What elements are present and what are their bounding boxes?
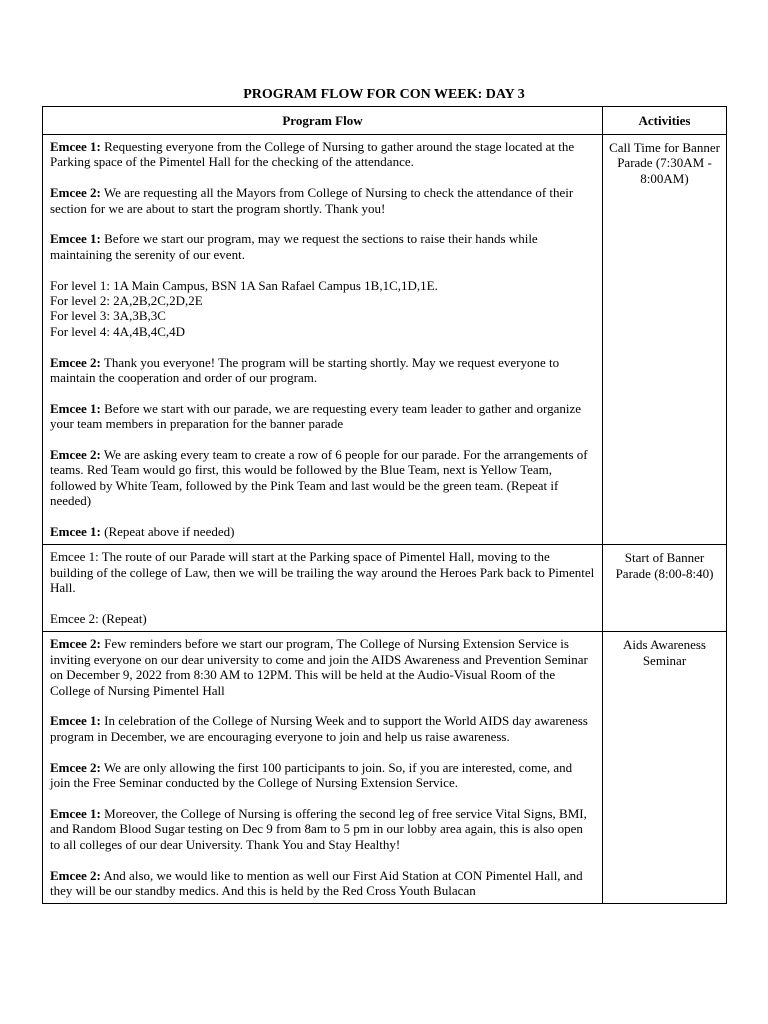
script-paragraph (50, 139, 595, 170)
speaker-label: Emcee 1: (50, 400, 101, 416)
script-text: Thank you everyone! The program will be starting shortly. May we request everyone to maintain the cooperation and order of our program. (50, 354, 560, 386)
table-header-row (43, 107, 727, 135)
script-text: Before we start with our parade, we are requesting every team leader to gather and organize your team members in preparation for the banner parade (50, 400, 582, 432)
script-paragraph (50, 636, 595, 698)
program-flow-cell (43, 632, 603, 904)
program-flow-cell (43, 135, 603, 545)
speaker-label: Emcee 1: (50, 524, 101, 540)
script-text: Emcee 2: (Repeat) (50, 611, 147, 627)
speaker-label: Emcee 2: (50, 354, 101, 370)
script-paragraph (50, 447, 595, 509)
script-text: Few reminders before we start our program, The College of Nursing Extension Service is inviting everyone on our dear university to come and join the AIDS Awareness and Prevention Seminar on December 9, 2022 from 8:30 AM to 12PM. This will be held at the Audio-Visual Room of the College of Nursing Pimentel Hall (50, 636, 588, 698)
speaker-label: Emcee 1: (50, 713, 101, 729)
speaker-label: Emcee 2: (50, 185, 101, 201)
program-flow-cell (43, 545, 603, 632)
script-paragraph (50, 185, 595, 216)
level-line: For level 3: 3A,3B,3C (50, 308, 166, 324)
script-text: Requesting everyone from the College of Nursing to gather around the stage located at the Parking space of the Pimentel Hall for the checking of the attendance. (50, 139, 575, 170)
speaker-label: Emcee 2: (50, 636, 101, 652)
speaker-label: Emcee 2: (50, 759, 101, 775)
script-paragraph (50, 760, 595, 791)
script-text: Emcee 1: The route of our Parade will start at the Parking space of Pimentel Hall, moving to the building of the college of Law, then we will be trailing the way around the Heroes Park back to Pimentel Hall. (50, 549, 595, 596)
program-flow-table (42, 106, 727, 904)
table-row (43, 545, 727, 632)
script-text: We are requesting all the Mayors from College of Nursing to check the attendance of their section for we are about to start the program shortly. Thank you! (50, 185, 574, 216)
script-paragraph (50, 401, 595, 432)
script-text: Moreover, the College of Nursing is offering the second leg of free service Vital Signs, BMI, and Random Blood Sugar testing on Dec 9 from 8am to 5 pm in our lobby area again, this is also open to all colleges of our dear University. Thank You and Stay Healthy! (50, 805, 587, 852)
activity-cell: Call Time for Banner Parade (7:30AM - 8:00AM) (603, 135, 727, 545)
script-text: We are only allowing the first 100 participants to join. So, if you are interested, come, and join the Free Seminar conducted by the College of Nursing Extension Service. (50, 759, 573, 791)
script-paragraph (50, 549, 595, 595)
speaker-label: Emcee 1: (50, 139, 101, 154)
speaker-label: Emcee 2: (50, 447, 101, 463)
activity-cell: Start of Banner Parade (8:00-8:40) (603, 545, 727, 632)
script-text: Before we start our program, may we request the sections to raise their hands while maintaining the serenity of our event. (50, 231, 538, 262)
section-levels-list (50, 278, 595, 340)
script-paragraph (50, 806, 595, 852)
header-program-flow: Program Flow (43, 107, 603, 135)
script-text: In celebration of the College of Nursing Week and to support the World AIDS day awareness program in December, we are encouraging everyone to join and help us raise awareness. (50, 713, 588, 744)
table-row (43, 135, 727, 545)
script-text: We are asking every team to create a row of 6 people for our parade. For the arrangements of teams. Red Team would go first, this would be followed by the Blue Team, next is Yellow Team, followed by White Team, followed by the Pink Team and last would be the green team. (Repeat if needed) (50, 447, 588, 509)
script-paragraph (50, 611, 595, 626)
speaker-label: Emcee 1: (50, 805, 101, 821)
speaker-label: Emcee 2: (50, 867, 101, 883)
script-text: And also, we would like to mention as well our First Aid Station at CON Pimentel Hall, and they will be our standby medics. And this is held by the Red Cross Youth Bulacan (50, 867, 583, 898)
script-paragraph (50, 868, 595, 899)
document-title: PROGRAM FLOW FOR CON WEEK: DAY 3 (243, 87, 525, 102)
level-line: For level 2: 2A,2B,2C,2D,2E (50, 293, 203, 309)
level-line: For level 1: 1A Main Campus, BSN 1A San Rafael Campus 1B,1C,1D,1E. (50, 277, 438, 293)
level-line: For level 4: 4A,4B,4C,4D (50, 323, 186, 339)
header-activities: Activities (603, 107, 727, 135)
speaker-label: Emcee 1: (50, 231, 101, 247)
activity-cell: Aids Awareness Seminar (603, 632, 727, 904)
script-paragraph (50, 524, 595, 539)
script-text: (Repeat above if needed) (100, 524, 235, 540)
script-paragraph (50, 713, 595, 744)
table-row (43, 632, 727, 904)
script-paragraph (50, 231, 595, 262)
script-paragraph (50, 355, 595, 386)
